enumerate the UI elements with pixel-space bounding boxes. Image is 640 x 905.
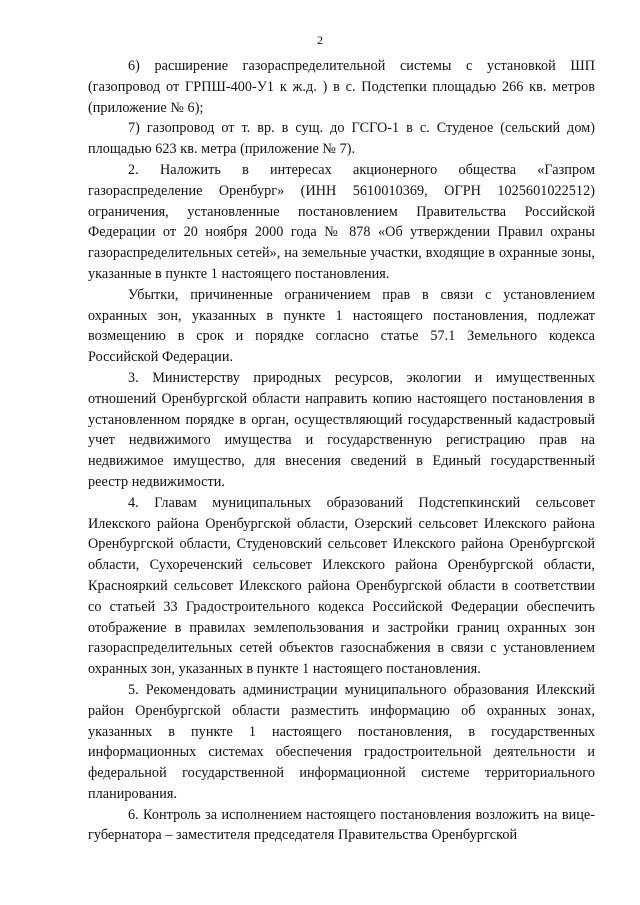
page-number: 2 [317, 33, 323, 47]
document-body [88, 56, 595, 846]
paragraph-losses: Убытки, причиненные ограничением прав в связи с установлением охранных зон, указанных в пункте 1 настоящего постановления, подлежат возмещению в срок и порядке согласно статье 57.1 Земельного кодекса Российской Федерации. [88, 286, 595, 366]
paragraph-item-6: 6) расширение газораспределительной системы с установкой ШП (газопровод от ГРПШ-400-У1 к ж.д. ) в с. Подстепки площадью 266 кв. метров (приложение № 6); [88, 58, 595, 116]
paragraph-clause-5: 5. Рекомендовать администрации муниципального образования Илекский район Оренбургской области разместить информацию об охранных зонах, указанных в пункте 1 настоящего постановления, в государственных информационных системах обеспечения градостроительной деятельности и федеральной государственной информационной системе территориального планирования. [88, 681, 595, 802]
paragraph-clause-4: 4. Главам муниципальных образований Подстепкинский сельсовет Илекского района Оренбургской области, Озерский сельсовет Илекского района Оренбургской области, Студеновский сельсовет Илекского района Оренбургской области, Сухореченский сельсовет Илекского района Оренбургской области, Краснояркий сельсовет Илекского района Оренбургской области в соответствии со статьей 33 Градостроительного кодекса Российской Федерации обеспечить отображение в правилах землепользования и застройки границ охранных зон газораспределительных сетей объектов газоснабжения в связи с установлением охранных зон, указанных в пункте 1 настоящего постановления. [88, 494, 595, 678]
paragraph-item-7: 7) газопровод от т. вр. в сущ. до ГСГО-1 в с. Студеное (сельский дом) площадью 623 кв. метра (приложение № 7). [88, 120, 595, 158]
paragraph-clause-2: 2. Наложить в интересах акционерного общества «Газпром газораспределение Оренбург» (ИНН 5610010369, ОГРН 1025601022512) ограничения, установленные постановлением Правительства Российской Федерации от 20 ноября 2000 года № 878 «Об утверждении Правил охраны газораспределительных сетей», на земельные участки, входящие в охранные зоны, указанные в пункте 1 настоящего постановления. [88, 161, 595, 282]
paragraph-clause-6: 6. Контроль за исполнением настоящего постановления возложить на вице-губернатора – заместителя председателя Правительства Оренбургской [88, 806, 595, 844]
paragraph-clause-3: 3. Министерству природных ресурсов, экологии и имущественных отношений Оренбургской области направить копию настоящего постановления в установленном порядке в орган, осуществляющий государственный кадастровый учет недвижимого имущества и государственную регистрацию прав на недвижимое имущество, для внесения сведений в Единый государственный реестр недвижимости. [88, 369, 595, 490]
